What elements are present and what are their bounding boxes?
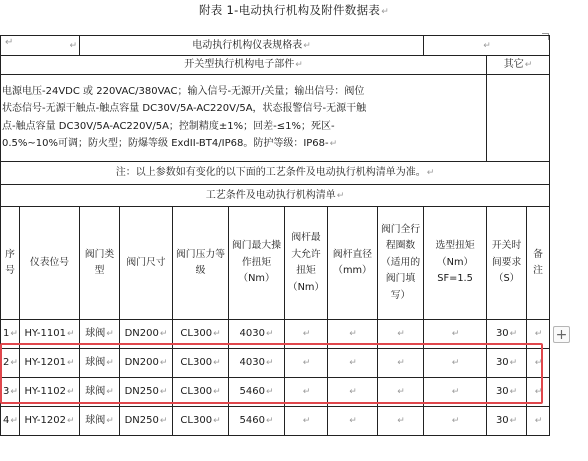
page-title: 附表 1-电动执行机构及附件数据表↵ xyxy=(198,3,390,17)
description-line: 电源电压-24VDC 或 220VAC/380VAC；输入信号-无源开/关量；输出信号：阀位 xyxy=(2,85,365,97)
cell-max-torque[interactable]: 5460↵ xyxy=(229,378,285,407)
header-switch-time: 开关时间要求（S） xyxy=(487,207,527,320)
cell-remarks[interactable]: ↵ xyxy=(527,320,550,349)
note-text: 注：以上参数如有变化的以下面的工艺条件及电动执行机构清单为准。↵ xyxy=(1,162,550,185)
cell-max-torque[interactable]: 4030↵ xyxy=(229,320,285,349)
header-pressure-class: 阀门压力等级 xyxy=(173,207,229,320)
cell-valve-size[interactable]: DN200↵ xyxy=(120,320,173,349)
cell-max-torque[interactable]: 5460↵ xyxy=(229,407,285,436)
cell-seq[interactable]: 2↵ xyxy=(1,349,20,378)
header-row xyxy=(1,207,550,320)
cell-stem-diameter[interactable]: ↵ xyxy=(328,378,378,407)
cell-stem-torque[interactable]: ↵ xyxy=(285,407,328,436)
cell-valve-size[interactable]: DN200↵ xyxy=(120,349,173,378)
cell-full-turns[interactable]: ↵ xyxy=(378,320,424,349)
cell-remarks[interactable]: ↵ xyxy=(527,407,550,436)
cell-switch-time[interactable]: 30↵ xyxy=(487,349,527,378)
cell-valve-type[interactable]: 球阀↵ xyxy=(80,407,120,436)
header-full-turns: 阀门全行程圈数（适用的阀门填写） xyxy=(378,207,424,320)
section-row xyxy=(1,56,550,75)
description-row xyxy=(1,75,550,162)
cell-full-turns[interactable]: ↵ xyxy=(378,349,424,378)
cell-seq[interactable]: 3↵ xyxy=(1,378,20,407)
blank-cell: ↵ xyxy=(424,36,550,56)
header-remarks: 备注 xyxy=(527,207,550,320)
header-seq: 序号 xyxy=(1,207,20,320)
blank-cell: ↵ xyxy=(1,36,80,56)
header-valve-size: 阀门尺寸 xyxy=(120,207,173,320)
cell-tag[interactable]: HY-1202↵ xyxy=(20,407,80,436)
note-row xyxy=(1,162,550,185)
table-row[interactable] xyxy=(1,320,550,349)
cell-pressure-class[interactable]: CL300↵ xyxy=(173,378,229,407)
add-row-button[interactable]: + xyxy=(553,326,570,343)
cell-valve-type[interactable]: 球阀↵ xyxy=(80,320,120,349)
spec-table-title: 电动执行机构仪表规格表↵ xyxy=(80,36,424,56)
cell-selected-torque[interactable]: ↵ xyxy=(424,378,487,407)
header-tag: 仪表位号 xyxy=(20,207,80,320)
header-stem-torque: 阀杆最大允许扭矩（Nm） xyxy=(285,207,328,320)
cell-remarks[interactable]: ↵ xyxy=(527,378,550,407)
cell-seq[interactable]: 1↵ xyxy=(1,320,20,349)
cell-valve-size[interactable]: DN250↵ xyxy=(120,378,173,407)
description-line: 0.5%~10%可调；防火型；防爆等级 ExdII-BT4/IP68。防护等级：IP68-↵ xyxy=(2,137,338,149)
table-row[interactable] xyxy=(1,407,550,436)
description-line: 点-触点容量 DC30V/5A-AC220V/5A；控制精度±1%；回差-≤1%；死区- xyxy=(2,120,335,132)
section-other: 其它↵ xyxy=(487,56,550,75)
cell-seq[interactable]: 4↵ xyxy=(1,407,20,436)
cell-switch-time[interactable]: 30↵ xyxy=(487,320,527,349)
list-title-row xyxy=(1,185,550,207)
list-title: 工艺条件及电动执行机构清单↵ xyxy=(1,185,550,207)
header-selected-torque: 选型扭矩（Nm）SF=1.5 xyxy=(424,207,487,320)
cell-tag[interactable]: HY-1101↵ xyxy=(20,320,80,349)
cell-pressure-class[interactable]: CL300↵ xyxy=(173,320,229,349)
description-cell xyxy=(1,75,487,162)
cell-tag[interactable]: HY-1201↵ xyxy=(20,349,80,378)
table-row[interactable] xyxy=(1,349,550,378)
cell-stem-torque[interactable]: ↵ xyxy=(285,320,328,349)
cell-valve-type[interactable]: 球阀↵ xyxy=(80,378,120,407)
cell-pressure-class[interactable]: CL300↵ xyxy=(173,407,229,436)
header-stem-diameter: 阀杆直径（mm） xyxy=(328,207,378,320)
description-line: 状态信号-无源干触点-触点容量 DC30V/5A-AC220V/5A，状态报警信号-无源干触 xyxy=(2,103,367,115)
cell-selected-torque[interactable]: ↵ xyxy=(424,320,487,349)
cell-tag[interactable]: HY-1102↵ xyxy=(20,378,80,407)
cell-selected-torque[interactable]: ↵ xyxy=(424,407,487,436)
cell-stem-diameter[interactable]: ↵ xyxy=(328,349,378,378)
cell-selected-torque[interactable]: ↵ xyxy=(424,349,487,378)
cell-pressure-class[interactable]: CL300↵ xyxy=(173,349,229,378)
spec-table xyxy=(0,35,550,436)
other-cell xyxy=(487,75,550,162)
cell-switch-time[interactable]: 30↵ xyxy=(487,378,527,407)
cell-full-turns[interactable]: ↵ xyxy=(378,378,424,407)
cell-remarks[interactable]: ↵ xyxy=(527,349,550,378)
section-electronic-parts: 开关型执行机构电子部件↵ xyxy=(1,56,487,75)
header-valve-type: 阀门类型 xyxy=(80,207,120,320)
cell-switch-time[interactable]: 30↵ xyxy=(487,407,527,436)
cell-stem-diameter[interactable]: ↵ xyxy=(328,407,378,436)
cell-full-turns[interactable]: ↵ xyxy=(378,407,424,436)
cell-valve-type[interactable]: 球阀↵ xyxy=(80,349,120,378)
cell-max-torque[interactable]: 4030↵ xyxy=(229,349,285,378)
cell-valve-size[interactable]: DN250↵ xyxy=(120,407,173,436)
paragraph-mark: ↵ xyxy=(5,37,14,48)
header-max-torque: 阀门最大操作扭矩（Nm） xyxy=(229,207,285,320)
cell-stem-diameter[interactable]: ↵ xyxy=(328,320,378,349)
table-row[interactable] xyxy=(1,378,550,407)
cell-stem-torque[interactable]: ↵ xyxy=(285,349,328,378)
spec-title-row xyxy=(1,36,550,56)
cell-stem-torque[interactable]: ↵ xyxy=(285,378,328,407)
